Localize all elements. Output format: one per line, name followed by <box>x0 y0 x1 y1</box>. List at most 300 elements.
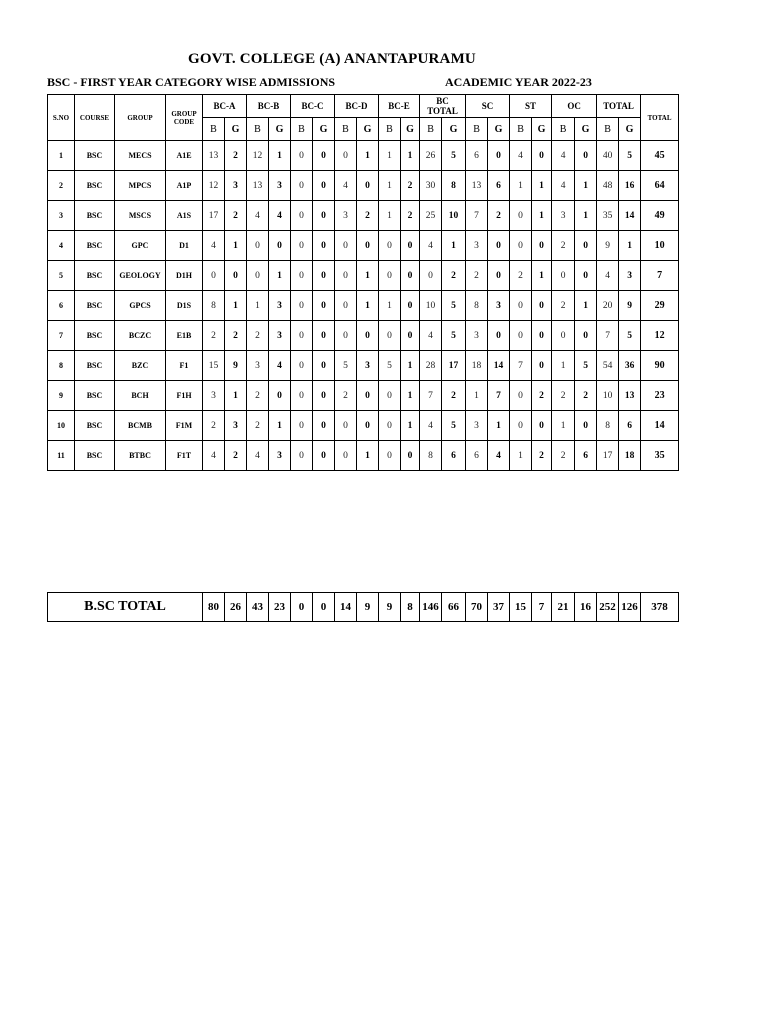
cell-girls: 0 <box>313 201 335 231</box>
cell-girls: 5 <box>442 291 466 321</box>
cell-girls: 1 <box>401 351 420 381</box>
cell-boys: 4 <box>552 141 575 171</box>
cell-girls: 3 <box>225 411 247 441</box>
cell-boys: 4 <box>510 141 532 171</box>
cell-girls: 0 <box>488 231 510 261</box>
cell-course: BSC <box>75 171 115 201</box>
cell-girls: 0 <box>488 141 510 171</box>
cell-boys: 7 <box>597 321 619 351</box>
summary-value: 43 <box>247 593 269 622</box>
cell-boys: 0 <box>335 141 357 171</box>
cell-girls: 0 <box>357 321 379 351</box>
cell-boys: 0 <box>291 321 313 351</box>
cell-boys: 0 <box>335 291 357 321</box>
cell-girls: 2 <box>225 201 247 231</box>
cell-total: 49 <box>641 201 679 231</box>
academic-year: ACADEMIC YEAR 2022-23 <box>445 75 592 89</box>
cell-sno: 4 <box>48 231 75 261</box>
cell-girls: 3 <box>488 291 510 321</box>
sub-header-g: G <box>313 118 335 141</box>
cell-boys: 0 <box>379 231 401 261</box>
cell-boys: 0 <box>379 381 401 411</box>
summary-value: 0 <box>291 593 313 622</box>
cell-girls: 14 <box>488 351 510 381</box>
cell-girls: 1 <box>357 141 379 171</box>
cell-boys: 0 <box>420 261 442 291</box>
cell-girls: 2 <box>401 201 420 231</box>
col-header-category: BC-E <box>379 95 420 118</box>
cell-girls: 1 <box>488 411 510 441</box>
cell-total: 12 <box>641 321 679 351</box>
cell-boys: 0 <box>379 261 401 291</box>
cell-boys: 1 <box>510 171 532 201</box>
cell-girls: 0 <box>401 441 420 471</box>
cell-boys: 5 <box>335 351 357 381</box>
cell-girls: 0 <box>313 291 335 321</box>
cell-boys: 18 <box>466 351 488 381</box>
cell-girls: 2 <box>225 321 247 351</box>
table-row <box>48 291 679 321</box>
cell-boys: 0 <box>335 261 357 291</box>
cell-boys: 3 <box>552 201 575 231</box>
cell-boys: 3 <box>335 201 357 231</box>
cell-girls: 1 <box>269 261 291 291</box>
summary-label: B.SC TOTAL <box>48 593 203 622</box>
sub-header-g: G <box>269 118 291 141</box>
cell-course: BSC <box>75 261 115 291</box>
cell-boys: 20 <box>597 291 619 321</box>
cell-girls: 0 <box>532 351 552 381</box>
summary-value: 16 <box>575 593 597 622</box>
cell-boys: 17 <box>597 441 619 471</box>
cell-boys: 17 <box>203 201 225 231</box>
sub-header-b: B <box>291 118 313 141</box>
cell-boys: 0 <box>335 411 357 441</box>
col-header-total: TOTAL <box>641 95 679 141</box>
table-row <box>48 201 679 231</box>
cell-girls: 6 <box>619 411 641 441</box>
sub-header-g: G <box>442 118 466 141</box>
summary-value: 252 <box>597 593 619 622</box>
cell-group-code: A1P <box>166 171 203 201</box>
cell-boys: 35 <box>597 201 619 231</box>
col-header-sno: S.NO <box>48 95 75 141</box>
cell-girls: 5 <box>619 321 641 351</box>
sub-header-g: G <box>225 118 247 141</box>
table-row <box>48 441 679 471</box>
cell-girls: 0 <box>532 321 552 351</box>
cell-boys: 13 <box>247 171 269 201</box>
cell-girls: 0 <box>313 381 335 411</box>
cell-total: 90 <box>641 351 679 381</box>
cell-group: MECS <box>115 141 166 171</box>
cell-boys: 0 <box>291 261 313 291</box>
cell-boys: 0 <box>510 231 532 261</box>
cell-girls: 1 <box>225 381 247 411</box>
cell-total: 10 <box>641 231 679 261</box>
cell-girls: 1 <box>575 171 597 201</box>
summary-grand-total: 378 <box>641 593 679 622</box>
cell-total: 14 <box>641 411 679 441</box>
summary-value: 21 <box>552 593 575 622</box>
cell-girls: 0 <box>401 261 420 291</box>
cell-boys: 10 <box>420 291 442 321</box>
cell-sno: 11 <box>48 441 75 471</box>
summary-value: 37 <box>488 593 510 622</box>
cell-boys: 0 <box>291 291 313 321</box>
cell-boys: 0 <box>510 201 532 231</box>
cell-girls: 1 <box>442 231 466 261</box>
cell-boys: 13 <box>203 141 225 171</box>
cell-boys: 0 <box>510 381 532 411</box>
table-row <box>48 321 679 351</box>
cell-girls: 0 <box>575 321 597 351</box>
cell-boys: 0 <box>291 141 313 171</box>
cell-girls: 0 <box>575 261 597 291</box>
cell-boys: 3 <box>203 381 225 411</box>
cell-girls: 10 <box>442 201 466 231</box>
table-row <box>48 261 679 291</box>
cell-total: 23 <box>641 381 679 411</box>
cell-sno: 7 <box>48 321 75 351</box>
cell-girls: 14 <box>619 201 641 231</box>
cell-boys: 0 <box>291 201 313 231</box>
cell-girls: 5 <box>442 321 466 351</box>
cell-boys: 2 <box>552 231 575 261</box>
cell-girls: 8 <box>442 171 466 201</box>
col-header-group: GROUP <box>115 95 166 141</box>
cell-boys: 0 <box>247 231 269 261</box>
cell-boys: 1 <box>379 141 401 171</box>
cell-girls: 1 <box>357 291 379 321</box>
table-row <box>48 351 679 381</box>
cell-girls: 1 <box>357 441 379 471</box>
cell-boys: 0 <box>291 441 313 471</box>
table-row <box>48 411 679 441</box>
cell-boys: 0 <box>203 261 225 291</box>
cell-sno: 6 <box>48 291 75 321</box>
cell-sno: 2 <box>48 171 75 201</box>
sub-header-g: G <box>532 118 552 141</box>
cell-boys: 2 <box>203 411 225 441</box>
cell-boys: 0 <box>291 231 313 261</box>
cell-group-code: A1E <box>166 141 203 171</box>
cell-boys: 1 <box>552 351 575 381</box>
cell-total: 29 <box>641 291 679 321</box>
cell-girls: 0 <box>357 381 379 411</box>
cell-boys: 8 <box>597 411 619 441</box>
cell-group: GEOLOGY <box>115 261 166 291</box>
admissions-table <box>47 94 679 471</box>
cell-girls: 4 <box>488 441 510 471</box>
cell-total: 64 <box>641 171 679 201</box>
cell-girls: 0 <box>575 411 597 441</box>
cell-boys: 54 <box>597 351 619 381</box>
cell-group: GPC <box>115 231 166 261</box>
cell-boys: 6 <box>466 141 488 171</box>
cell-girls: 5 <box>619 141 641 171</box>
cell-girls: 1 <box>401 411 420 441</box>
cell-group: BTBC <box>115 441 166 471</box>
cell-boys: 5 <box>379 351 401 381</box>
summary-value: 9 <box>357 593 379 622</box>
cell-girls: 2 <box>532 441 552 471</box>
cell-group-code: F1M <box>166 411 203 441</box>
cell-girls: 1 <box>532 171 552 201</box>
cell-boys: 4 <box>597 261 619 291</box>
summary-value: 8 <box>401 593 420 622</box>
cell-total: 7 <box>641 261 679 291</box>
cell-boys: 1 <box>510 441 532 471</box>
cell-total: 45 <box>641 141 679 171</box>
cell-boys: 4 <box>335 171 357 201</box>
cell-boys: 0 <box>291 411 313 441</box>
cell-girls: 3 <box>269 321 291 351</box>
cell-girls: 5 <box>442 141 466 171</box>
cell-boys: 0 <box>510 411 532 441</box>
cell-girls: 0 <box>313 441 335 471</box>
cell-boys: 2 <box>247 381 269 411</box>
cell-boys: 3 <box>466 321 488 351</box>
cell-total: 35 <box>641 441 679 471</box>
cell-group-code: A1S <box>166 201 203 231</box>
sub-header-b: B <box>247 118 269 141</box>
cell-boys: 15 <box>203 351 225 381</box>
cell-sno: 1 <box>48 141 75 171</box>
cell-boys: 0 <box>552 261 575 291</box>
cell-girls: 0 <box>532 141 552 171</box>
cell-course: BSC <box>75 231 115 261</box>
cell-girls: 1 <box>357 261 379 291</box>
cell-girls: 1 <box>619 231 641 261</box>
cell-boys: 1 <box>379 291 401 321</box>
summary-value: 126 <box>619 593 641 622</box>
cell-boys: 0 <box>291 351 313 381</box>
cell-boys: 7 <box>466 201 488 231</box>
cell-boys: 1 <box>466 381 488 411</box>
cell-girls: 9 <box>225 351 247 381</box>
cell-girls: 2 <box>488 201 510 231</box>
cell-boys: 4 <box>420 321 442 351</box>
cell-boys: 48 <box>597 171 619 201</box>
col-header-category: BC-D <box>335 95 379 118</box>
col-header-category: BC-A <box>203 95 247 118</box>
cell-boys: 40 <box>597 141 619 171</box>
cell-boys: 0 <box>379 321 401 351</box>
table-row <box>48 171 679 201</box>
cell-boys: 0 <box>335 321 357 351</box>
cell-boys: 25 <box>420 201 442 231</box>
cell-boys: 4 <box>247 441 269 471</box>
cell-group: BZC <box>115 351 166 381</box>
cell-girls: 0 <box>357 231 379 261</box>
cell-group-code: D1H <box>166 261 203 291</box>
cell-boys: 8 <box>466 291 488 321</box>
cell-girls: 6 <box>575 441 597 471</box>
cell-girls: 9 <box>619 291 641 321</box>
cell-group-code: F1T <box>166 441 203 471</box>
cell-girls: 5 <box>442 411 466 441</box>
table-row <box>48 231 679 261</box>
cell-boys: 3 <box>247 351 269 381</box>
sub-header-g: G <box>401 118 420 141</box>
summary-value: 15 <box>510 593 532 622</box>
cell-girls: 2 <box>357 201 379 231</box>
sub-header-b: B <box>379 118 401 141</box>
cell-girls: 0 <box>313 261 335 291</box>
cell-boys: 0 <box>247 261 269 291</box>
college-title: GOVT. COLLEGE (A) ANANTAPURAMU <box>188 51 476 67</box>
cell-girls: 1 <box>225 231 247 261</box>
cell-girls: 3 <box>357 351 379 381</box>
cell-boys: 7 <box>420 381 442 411</box>
cell-boys: 2 <box>552 291 575 321</box>
col-header-category: TOTAL <box>597 95 641 118</box>
col-header-category: BC-C <box>291 95 335 118</box>
col-header-category: BC-B <box>247 95 291 118</box>
cell-boys: 4 <box>420 231 442 261</box>
cell-boys: 0 <box>335 441 357 471</box>
cell-boys: 4 <box>203 441 225 471</box>
cell-girls: 0 <box>532 291 552 321</box>
cell-girls: 6 <box>442 441 466 471</box>
cell-girls: 1 <box>269 411 291 441</box>
cell-girls: 1 <box>575 291 597 321</box>
cell-boys: 28 <box>420 351 442 381</box>
cell-girls: 0 <box>357 171 379 201</box>
summary-value: 70 <box>466 593 488 622</box>
cell-boys: 2 <box>552 381 575 411</box>
cell-girls: 3 <box>269 291 291 321</box>
cell-girls: 0 <box>313 351 335 381</box>
sub-header-g: G <box>357 118 379 141</box>
col-header-category: OC <box>552 95 597 118</box>
summary-value: 26 <box>225 593 247 622</box>
cell-boys: 0 <box>510 321 532 351</box>
cell-boys: 0 <box>291 171 313 201</box>
cell-boys: 8 <box>420 441 442 471</box>
cell-course: BSC <box>75 351 115 381</box>
cell-boys: 3 <box>466 231 488 261</box>
sub-header-g: G <box>619 118 641 141</box>
cell-girls: 0 <box>313 411 335 441</box>
sub-header-b: B <box>335 118 357 141</box>
summary-value: 23 <box>269 593 291 622</box>
cell-girls: 1 <box>225 291 247 321</box>
cell-girls: 0 <box>532 231 552 261</box>
sub-header-b: B <box>203 118 225 141</box>
cell-boys: 1 <box>379 201 401 231</box>
sub-header-b: B <box>510 118 532 141</box>
cell-boys: 1 <box>379 171 401 201</box>
cell-boys: 3 <box>466 411 488 441</box>
cell-boys: 0 <box>510 291 532 321</box>
cell-boys: 4 <box>203 231 225 261</box>
cell-boys: 13 <box>466 171 488 201</box>
cell-boys: 8 <box>203 291 225 321</box>
cell-girls: 0 <box>488 321 510 351</box>
cell-girls: 4 <box>269 201 291 231</box>
cell-group: BCZC <box>115 321 166 351</box>
cell-boys: 0 <box>379 441 401 471</box>
cell-girls: 0 <box>488 261 510 291</box>
cell-girls: 1 <box>575 201 597 231</box>
cell-girls: 0 <box>313 141 335 171</box>
col-header-category: BC TOTAL <box>420 95 466 118</box>
cell-girls: 0 <box>532 411 552 441</box>
summary-value: 14 <box>335 593 357 622</box>
cell-group: BCH <box>115 381 166 411</box>
cell-sno: 10 <box>48 411 75 441</box>
cell-girls: 0 <box>575 141 597 171</box>
cell-girls: 1 <box>532 261 552 291</box>
cell-boys: 30 <box>420 171 442 201</box>
report-subtitle: BSC - FIRST YEAR CATEGORY WISE ADMISSIONS <box>47 75 336 89</box>
cell-boys: 2 <box>552 441 575 471</box>
cell-boys: 4 <box>420 411 442 441</box>
sub-header-b: B <box>552 118 575 141</box>
cell-boys: 0 <box>291 381 313 411</box>
cell-boys: 2 <box>247 321 269 351</box>
cell-boys: 12 <box>247 141 269 171</box>
cell-boys: 9 <box>597 231 619 261</box>
cell-girls: 1 <box>269 141 291 171</box>
cell-course: BSC <box>75 291 115 321</box>
cell-group-code: F1 <box>166 351 203 381</box>
cell-girls: 0 <box>401 321 420 351</box>
cell-boys: 1 <box>247 291 269 321</box>
cell-girls: 16 <box>619 171 641 201</box>
cell-group: MSCS <box>115 201 166 231</box>
cell-boys: 0 <box>335 231 357 261</box>
cell-girls: 36 <box>619 351 641 381</box>
cell-course: BSC <box>75 441 115 471</box>
cell-sno: 3 <box>48 201 75 231</box>
sub-header-b: B <box>420 118 442 141</box>
table-row <box>48 381 679 411</box>
cell-girls: 0 <box>401 231 420 261</box>
cell-course: BSC <box>75 321 115 351</box>
col-header-group-code: GROUP CODE <box>166 95 203 141</box>
summary-value: 0 <box>313 593 335 622</box>
col-header-category: ST <box>510 95 552 118</box>
cell-girls: 17 <box>442 351 466 381</box>
cell-group: GPCS <box>115 291 166 321</box>
cell-boys: 7 <box>510 351 532 381</box>
cell-group-code: D1 <box>166 231 203 261</box>
cell-girls: 2 <box>532 381 552 411</box>
cell-course: BSC <box>75 381 115 411</box>
cell-girls: 0 <box>269 381 291 411</box>
cell-girls: 2 <box>225 141 247 171</box>
cell-group: BCMB <box>115 411 166 441</box>
sub-header-b: B <box>466 118 488 141</box>
cell-girls: 5 <box>575 351 597 381</box>
cell-girls: 2 <box>442 261 466 291</box>
cell-boys: 1 <box>552 411 575 441</box>
cell-boys: 2 <box>466 261 488 291</box>
summary-value: 66 <box>442 593 466 622</box>
sub-header-g: G <box>488 118 510 141</box>
cell-boys: 10 <box>597 381 619 411</box>
cell-boys: 12 <box>203 171 225 201</box>
summary-value: 9 <box>379 593 401 622</box>
cell-course: BSC <box>75 201 115 231</box>
cell-girls: 13 <box>619 381 641 411</box>
cell-boys: 2 <box>335 381 357 411</box>
cell-girls: 0 <box>269 231 291 261</box>
cell-group-code: E1B <box>166 321 203 351</box>
